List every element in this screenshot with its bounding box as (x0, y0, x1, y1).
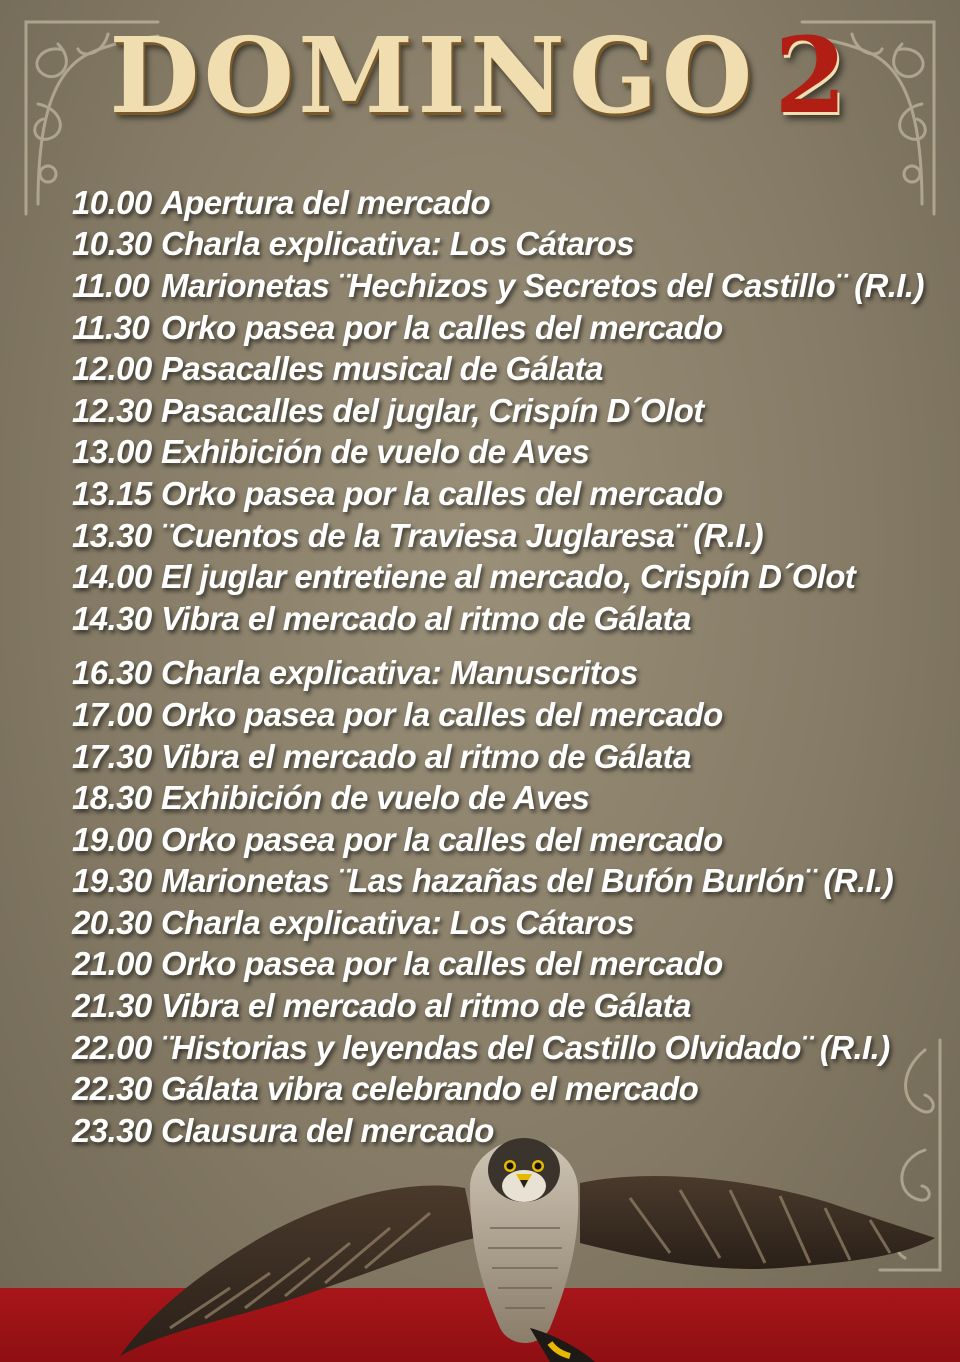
schedule-row (72, 515, 932, 557)
schedule-time: 22.30 (72, 1070, 152, 1108)
schedule-event: Marionetas ¨Las hazañas del Bufón Burlón¨ (R.I.) (161, 862, 894, 900)
schedule-row (72, 182, 932, 224)
schedule-time: 14.30 (72, 599, 152, 637)
schedule-row (72, 985, 932, 1027)
schedule-time: 14.00 (72, 558, 152, 596)
schedule-time: 11.00 (72, 266, 150, 304)
falcon-image (110, 1128, 940, 1362)
schedule-time: 17.30 (72, 737, 152, 775)
schedule-row (72, 736, 932, 778)
schedule-event: Exhibición de vuelo de Aves (161, 433, 590, 471)
schedule-time: 13.00 (72, 433, 152, 471)
schedule-row (72, 944, 932, 986)
title-number: 2 (774, 14, 851, 137)
schedule-event: Orko pasea por la calles del mercado (161, 820, 723, 858)
schedule-row (72, 653, 932, 695)
schedule-time: 21.30 (72, 987, 152, 1025)
schedule-event: Pasacalles musical de Gálata (161, 350, 603, 388)
schedule-row (72, 556, 932, 598)
schedule-event: Gálata vibra celebrando el mercado (161, 1070, 699, 1108)
schedule-event: Vibra el mercado al ritmo de Gálata (161, 987, 691, 1025)
schedule-time: 19.30 (72, 862, 152, 900)
schedule-time: 12.00 (72, 350, 152, 388)
schedule-list (72, 182, 932, 1152)
schedule-time: 12.30 (72, 391, 152, 429)
schedule-event: Clausura del mercado (161, 1111, 494, 1149)
schedule-row (72, 265, 932, 307)
schedule-event: Orko pasea por la calles del mercado (161, 308, 723, 346)
schedule-time: 13.30 (72, 516, 152, 554)
schedule-event: Vibra el mercado al ritmo de Gálata (161, 737, 691, 775)
schedule-time: 17.00 (72, 695, 152, 733)
schedule-row (72, 390, 932, 432)
schedule-row (72, 348, 932, 390)
schedule-row (72, 902, 932, 944)
schedule-event: El juglar entretiene al mercado, Crispín D´Olot (161, 558, 856, 596)
schedule-event: Vibra el mercado al ritmo de Gálata (161, 599, 691, 637)
schedule-event: Charla explicativa: Manuscritos (161, 654, 638, 692)
schedule-time: 23.30 (72, 1111, 152, 1149)
schedule-row (72, 777, 932, 819)
schedule-time: 11.30 (72, 308, 150, 346)
schedule-event: Orko pasea por la calles del mercado (161, 474, 723, 512)
schedule-time: 13.15 (72, 474, 152, 512)
schedule-row (72, 819, 932, 861)
schedule-time: 19.00 (72, 820, 152, 858)
schedule-event: Apertura del mercado (161, 183, 491, 221)
schedule-time: 10.00 (72, 183, 152, 221)
schedule-row (72, 224, 932, 266)
schedule-event: ¨Cuentos de la Traviesa Juglaresa¨ (R.I.) (161, 516, 763, 554)
schedule-time: 10.30 (72, 225, 152, 263)
schedule-row (72, 694, 932, 736)
schedule-event: Pasacalles del juglar, Crispín D´Olot (161, 391, 704, 429)
schedule-row (72, 598, 932, 640)
schedule-event: Charla explicativa: Los Cátaros (161, 225, 634, 263)
schedule-event: Exhibición de vuelo de Aves (161, 779, 590, 817)
schedule-event: Orko pasea por la calles del mercado (161, 945, 723, 983)
schedule-row (72, 432, 932, 474)
schedule-event: Charla explicativa: Los Cátaros (161, 903, 634, 941)
schedule-row (72, 473, 932, 515)
schedule-row (72, 1068, 932, 1110)
schedule-row (72, 861, 932, 903)
schedule-time: 18.30 (72, 779, 152, 817)
schedule-row (72, 1027, 932, 1069)
schedule-time: 22.00 (72, 1028, 152, 1066)
schedule-event: Marionetas ¨Hechizos y Secretos del Castillo¨ (R.I.) (161, 266, 924, 304)
title-word: DOMINGO (109, 14, 757, 137)
schedule-row (72, 307, 932, 349)
schedule-event: Orko pasea por la calles del mercado (161, 695, 723, 733)
schedule-time: 21.00 (72, 945, 152, 983)
schedule-time: 20.30 (72, 903, 152, 941)
schedule-time: 16.30 (72, 654, 152, 692)
schedule-event: ¨Historias y leyendas del Castillo Olvidado¨ (R.I.) (161, 1028, 890, 1066)
page-title (0, 14, 960, 137)
